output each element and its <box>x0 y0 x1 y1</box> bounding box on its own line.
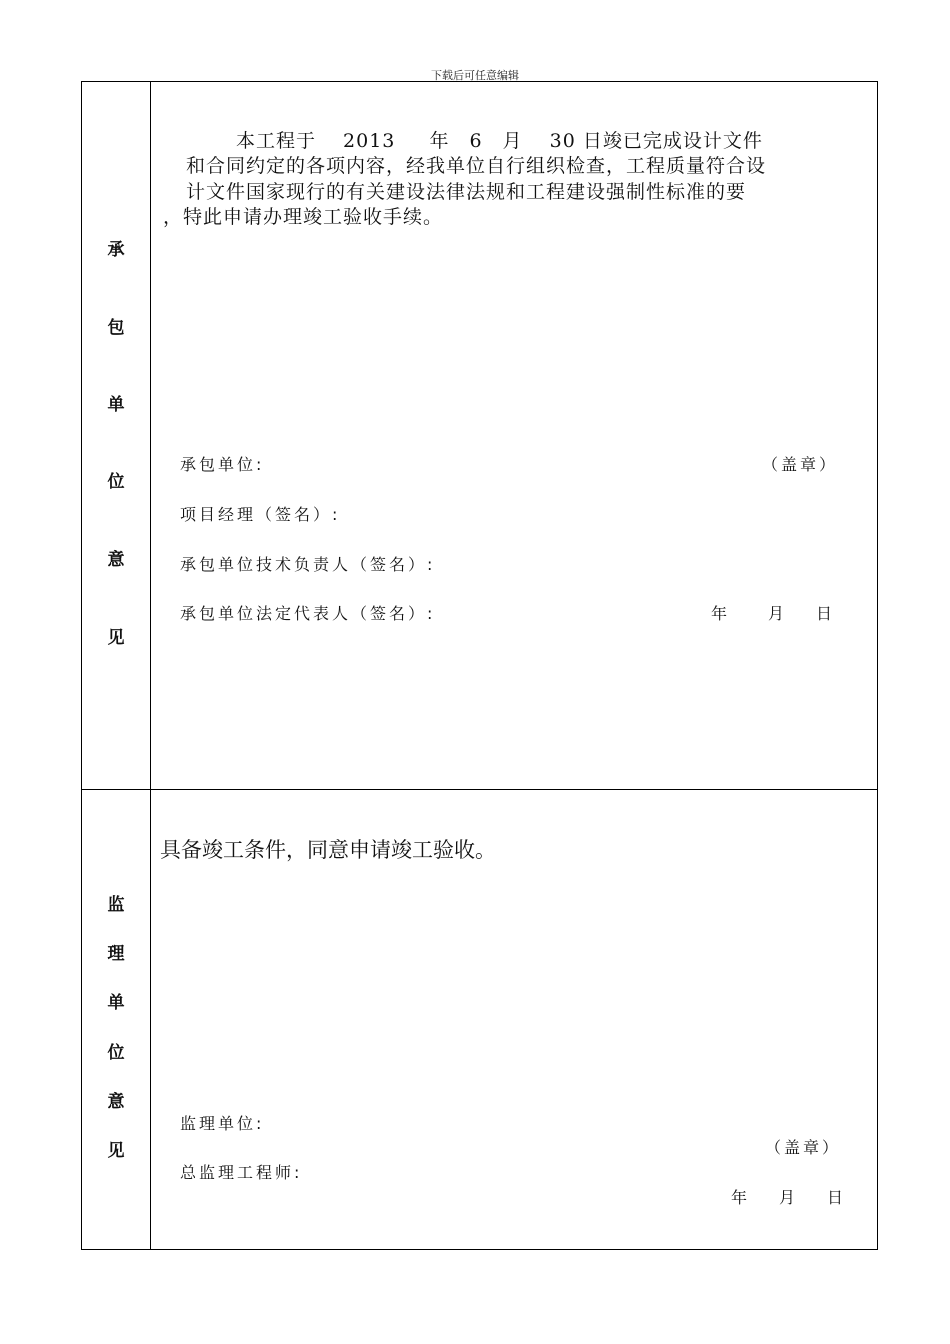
contractor-date-year: 年 <box>711 604 731 623</box>
supervisor-label-char: 理 <box>107 944 125 964</box>
contractor-label-char: 单 <box>107 395 125 415</box>
contractor-label-char: 承 <box>107 240 125 260</box>
supervisor-seal-label: （盖章） <box>765 1138 842 1157</box>
contractor-date-month: 月 <box>768 604 788 623</box>
form-table <box>81 81 878 1250</box>
supervisor-label-char: 位 <box>107 1043 125 1063</box>
header-note: 下载后可任意编辑 <box>431 69 519 82</box>
contractor-paragraph-line: 本工程于 2013 年 6 月 30 日竣已完成设计文件 <box>236 130 763 152</box>
technical-lead-label: 承包单位技术负责人（签名）: <box>180 555 436 574</box>
contractor-paragraph-line: 计文件国家现行的有关建设法律法规和工程建设强制性标准的要 <box>186 181 747 203</box>
supervisor-opinion: 具备竣工条件，同意申请竣工验收。 <box>160 838 496 862</box>
supervisor-label-char: 监 <box>107 895 125 915</box>
supervisor-unit-label: 监理单位: <box>180 1114 265 1133</box>
legal-rep-label: 承包单位法定代表人（签名）: <box>180 604 436 623</box>
supervisor-label-char: 见 <box>107 1141 125 1161</box>
contractor-unit-label: 承包单位: <box>180 455 265 474</box>
supervisor-date-day: 日 <box>827 1188 847 1207</box>
chief-supervisor-label: 总监理工程师: <box>180 1163 303 1182</box>
contractor-label-char: 位 <box>107 472 125 492</box>
contractor-label-char: 意 <box>107 550 125 570</box>
contractor-date-day: 日 <box>816 604 836 623</box>
supervisor-date-year: 年 <box>731 1188 751 1207</box>
contractor-label-char: 包 <box>107 318 125 338</box>
project-manager-label: 项目经理（签名）: <box>180 505 341 524</box>
contractor-seal-label: （盖章） <box>762 455 839 474</box>
contractor-paragraph-line: ，特此申请办理竣工验收手续。 <box>163 206 444 228</box>
section-divider <box>81 789 878 790</box>
contractor-paragraph-line: 和合同约定的各项内容，经我单位自行组织检查，工程质量符合设 <box>186 155 767 177</box>
contractor-label-char: 见 <box>107 628 125 648</box>
supervisor-date-month: 月 <box>779 1188 799 1207</box>
supervisor-label-char: 意 <box>107 1092 125 1112</box>
supervisor-label-char: 单 <box>107 993 125 1013</box>
column-divider <box>150 81 151 1250</box>
